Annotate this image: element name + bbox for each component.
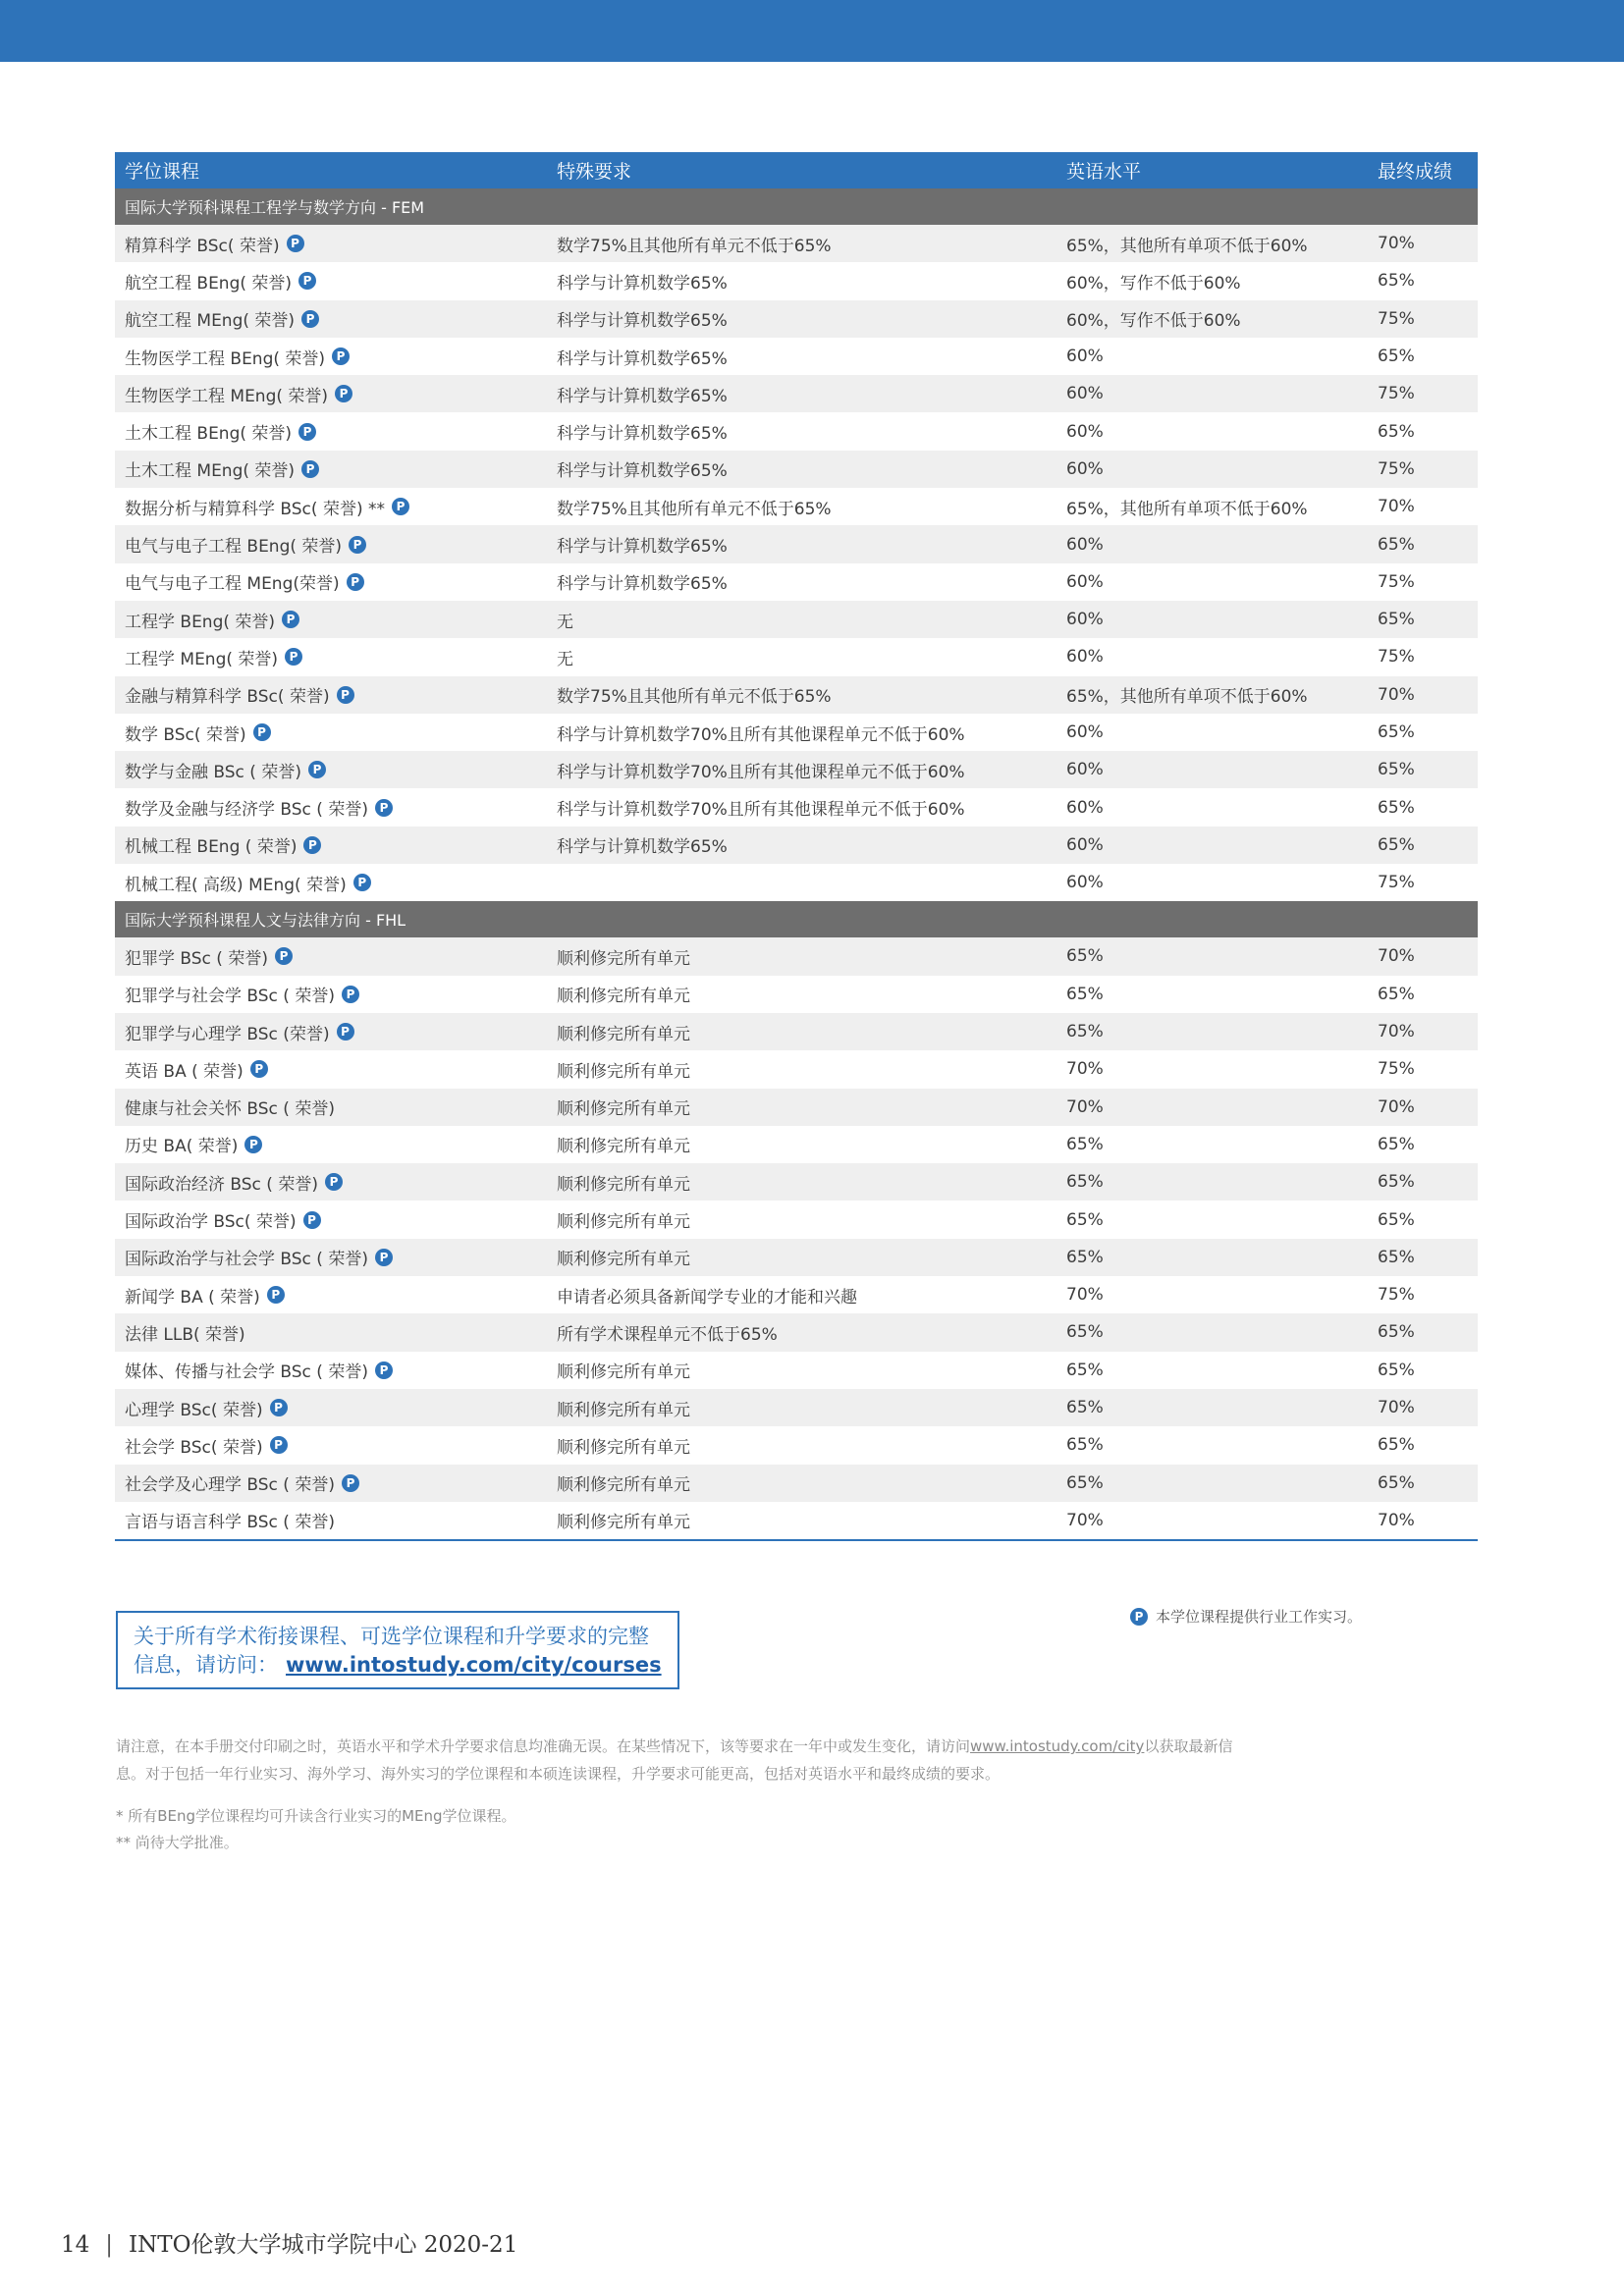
table-row bbox=[115, 1465, 1478, 1502]
final-grade-cell: 70% bbox=[1378, 1510, 1415, 1530]
course-name: 社会学 BSc( 荣誉) bbox=[125, 1437, 263, 1458]
placement-p-icon: P bbox=[298, 423, 316, 441]
special-requirement-cell: 数学75%且其他所有单元不低于65% bbox=[557, 499, 832, 519]
placement-p-icon: P bbox=[308, 761, 326, 778]
course-name: 土木工程 MEng( 荣誉) bbox=[125, 461, 296, 482]
course-cell bbox=[115, 1057, 551, 1082]
footnote-two-star: ** 尚待大学批准。 bbox=[116, 1834, 239, 1851]
table-row bbox=[115, 1426, 1478, 1464]
table-row bbox=[115, 976, 1478, 1013]
final-grade-cell: 65% bbox=[1378, 421, 1415, 442]
footer-separator: | bbox=[105, 2232, 114, 2258]
final-grade-cell: 65% bbox=[1378, 1209, 1415, 1230]
special-requirement-cell: 顺利修完所有单元 bbox=[557, 948, 690, 969]
course-cell bbox=[115, 1358, 551, 1382]
english-level-cell: 70% bbox=[1066, 1510, 1104, 1530]
table-row bbox=[115, 1201, 1478, 1238]
special-requirement-cell: 顺利修完所有单元 bbox=[557, 1174, 690, 1195]
course-cell bbox=[115, 1470, 551, 1495]
final-grade-cell: 65% bbox=[1378, 722, 1415, 742]
english-level-cell: 60%，写作不低于60% bbox=[1066, 273, 1241, 294]
table-row bbox=[115, 751, 1478, 788]
course-name: 国际政治学 BSc( 荣誉) bbox=[125, 1212, 297, 1233]
placement-p-icon: P bbox=[325, 1173, 343, 1191]
final-grade-cell: 65% bbox=[1378, 534, 1415, 555]
course-name: 航空工程 BEng( 荣誉) bbox=[125, 273, 293, 294]
table-row bbox=[115, 338, 1478, 375]
course-cell bbox=[115, 345, 551, 369]
final-grade-cell: 70% bbox=[1378, 1096, 1415, 1117]
special-requirement-cell: 顺利修完所有单元 bbox=[557, 1061, 690, 1082]
table-row bbox=[115, 1013, 1478, 1050]
placement-p-icon: P bbox=[250, 1060, 268, 1078]
course-name: 数学及金融与经济学 BSc ( 荣誉) bbox=[125, 800, 368, 821]
special-requirement-cell: 顺利修完所有单元 bbox=[557, 1475, 690, 1496]
disclaimer-note bbox=[116, 1733, 1235, 1788]
table-row bbox=[115, 1126, 1478, 1163]
special-requirement-cell: 科学与计算机数学65% bbox=[557, 311, 728, 332]
final-grade-cell: 65% bbox=[1378, 834, 1415, 855]
final-grade-cell: 70% bbox=[1378, 946, 1415, 967]
english-level-cell: 65% bbox=[1066, 1172, 1104, 1193]
final-grade-cell: 70% bbox=[1378, 497, 1415, 517]
placement-p-icon: P bbox=[253, 723, 271, 741]
english-level-cell: 60% bbox=[1066, 421, 1104, 442]
placement-p-icon: P bbox=[298, 272, 316, 290]
english-level-cell: 65% bbox=[1066, 946, 1104, 967]
table-row bbox=[115, 864, 1478, 901]
special-requirement-cell: 顺利修完所有单元 bbox=[557, 1024, 690, 1044]
course-cell bbox=[115, 569, 551, 594]
course-name: 工程学 MEng( 荣誉) bbox=[125, 649, 279, 669]
table-row bbox=[115, 300, 1478, 338]
table-header bbox=[115, 152, 1478, 188]
placement-p-icon: P bbox=[285, 648, 302, 666]
course-name: 精算科学 BSc( 荣誉) bbox=[125, 236, 280, 256]
final-grade-cell: 75% bbox=[1378, 647, 1415, 667]
english-level-cell: 65% bbox=[1066, 1022, 1104, 1042]
placement-p-icon: P bbox=[353, 874, 371, 891]
course-cell bbox=[115, 1020, 551, 1044]
placement-p-icon: P bbox=[337, 1023, 354, 1041]
course-name: 数学与金融 BSc ( 荣誉) bbox=[125, 762, 301, 782]
course-cell bbox=[115, 382, 551, 406]
placement-p-icon: P bbox=[287, 235, 304, 252]
table-row bbox=[115, 488, 1478, 525]
english-level-cell: 65% bbox=[1066, 1247, 1104, 1267]
placement-p-icon: P bbox=[282, 611, 299, 628]
english-level-cell: 65% bbox=[1066, 1360, 1104, 1380]
table-row bbox=[115, 827, 1478, 864]
course-name: 新闻学 BA ( 荣誉) bbox=[125, 1287, 260, 1308]
course-cell bbox=[115, 645, 551, 669]
final-grade-cell: 65% bbox=[1378, 1134, 1415, 1154]
special-requirement-cell: 科学与计算机数学65% bbox=[557, 574, 728, 595]
placement-p-icon: P bbox=[375, 1362, 393, 1379]
table-row bbox=[115, 1352, 1478, 1389]
special-requirement-cell: 顺利修完所有单元 bbox=[557, 1250, 690, 1270]
final-grade-cell: 75% bbox=[1378, 571, 1415, 592]
special-requirement-cell: 顺利修完所有单元 bbox=[557, 1513, 690, 1533]
english-level-cell: 60% bbox=[1066, 722, 1104, 742]
final-grade-cell: 65% bbox=[1378, 797, 1415, 818]
course-cell bbox=[115, 795, 551, 820]
course-cell bbox=[115, 608, 551, 632]
table-row bbox=[115, 525, 1478, 562]
placement-p-icon: P bbox=[303, 836, 321, 854]
course-name: 英语 BA ( 荣誉) bbox=[125, 1061, 244, 1082]
final-grade-cell: 75% bbox=[1378, 1059, 1415, 1080]
course-cell bbox=[115, 944, 551, 969]
placement-p-icon: P bbox=[375, 1249, 393, 1266]
section-header: 国际大学预科课程人文与法律方向 - FHL bbox=[115, 901, 1478, 937]
header-final: 最终成绩 bbox=[1378, 161, 1453, 183]
special-requirement-cell: 科学与计算机数学65% bbox=[557, 348, 728, 369]
course-name: 金融与精算科学 BSc( 荣誉) bbox=[125, 687, 330, 708]
placement-p-icon: P bbox=[301, 310, 319, 328]
table-row bbox=[115, 1502, 1478, 1539]
final-grade-cell: 65% bbox=[1378, 271, 1415, 292]
final-grade-cell: 70% bbox=[1378, 684, 1415, 705]
final-grade-cell: 75% bbox=[1378, 458, 1415, 479]
placement-p-icon: P bbox=[270, 1436, 288, 1454]
special-requirement-cell: 数学75%且其他所有单元不低于65% bbox=[557, 687, 832, 708]
placement-p-icon: P bbox=[275, 947, 293, 965]
final-grade-cell: 65% bbox=[1378, 347, 1415, 367]
course-cell bbox=[115, 1433, 551, 1458]
english-level-cell: 65% bbox=[1066, 1435, 1104, 1456]
legend-text: 本学位课程提供行业工作实习。 bbox=[1156, 1608, 1363, 1626]
english-level-cell: 60% bbox=[1066, 834, 1104, 855]
course-cell bbox=[115, 871, 551, 895]
course-name: 电气与电子工程 BEng( 荣誉) bbox=[125, 537, 343, 558]
table-row bbox=[115, 937, 1478, 975]
special-requirement-cell: 顺利修完所有单元 bbox=[557, 1137, 690, 1157]
table-row bbox=[115, 262, 1478, 299]
english-level-cell: 60% bbox=[1066, 347, 1104, 367]
course-name: 犯罪学 BSc ( 荣誉) bbox=[125, 948, 268, 969]
course-cell bbox=[115, 232, 551, 256]
course-name: 数据分析与精算科学 BSc( 荣誉) ** bbox=[125, 499, 385, 519]
table-row bbox=[115, 1239, 1478, 1276]
english-level-cell: 60% bbox=[1066, 534, 1104, 555]
footer-title: INTO伦敦大学城市学院中心 2020-21 bbox=[129, 2232, 518, 2258]
placement-p-icon: P bbox=[375, 799, 393, 817]
final-grade-cell: 65% bbox=[1378, 1247, 1415, 1267]
course-cell bbox=[115, 269, 551, 294]
course-name: 国际政治学与社会学 BSc ( 荣誉) bbox=[125, 1250, 368, 1270]
course-name: 法律 LLB( 荣誉) bbox=[125, 1324, 245, 1345]
english-level-cell: 60% bbox=[1066, 647, 1104, 667]
special-requirement-cell: 科学与计算机数学65% bbox=[557, 837, 728, 858]
course-name: 健康与社会关怀 BSc ( 荣誉) bbox=[125, 1099, 335, 1120]
table-row bbox=[115, 1089, 1478, 1126]
course-name: 数学 BSc( 荣誉) bbox=[125, 724, 246, 745]
header-english: 英语水平 bbox=[1066, 161, 1142, 183]
final-grade-cell: 65% bbox=[1378, 1435, 1415, 1456]
special-requirement-cell: 顺利修完所有单元 bbox=[557, 1400, 690, 1420]
special-requirement-cell: 顺利修完所有单元 bbox=[557, 1212, 690, 1233]
table-row bbox=[115, 1313, 1478, 1351]
table-row bbox=[115, 563, 1478, 601]
course-cell bbox=[115, 306, 551, 331]
english-level-cell: 65% bbox=[1066, 1398, 1104, 1418]
table-row bbox=[115, 676, 1478, 714]
page-number: 14 bbox=[61, 2232, 90, 2258]
special-requirement-cell: 无 bbox=[557, 649, 573, 669]
course-cell bbox=[115, 982, 551, 1006]
placement-p-icon: P bbox=[301, 460, 319, 478]
english-level-cell: 60% bbox=[1066, 571, 1104, 592]
requirements-table bbox=[115, 152, 1478, 1541]
info-box bbox=[116, 1611, 679, 1689]
placement-p-icon: P bbox=[267, 1286, 285, 1304]
course-name: 心理学 BSc( 荣誉) bbox=[125, 1400, 263, 1420]
final-grade-cell: 65% bbox=[1378, 1172, 1415, 1193]
special-requirement-cell: 科学与计算机数学65% bbox=[557, 424, 728, 445]
course-cell bbox=[115, 1245, 551, 1269]
special-requirement-cell: 数学75%且其他所有单元不低于65% bbox=[557, 236, 832, 256]
special-requirement-cell: 科学与计算机数学70%且所有其他课程单元不低于60% bbox=[557, 724, 965, 745]
courses-link[interactable]: www.intostudy.com/city/courses bbox=[286, 1653, 662, 1677]
footnote-one-star: * 所有BEng学位课程均可升读含行业实习的MEng学位课程。 bbox=[116, 1807, 516, 1825]
course-cell bbox=[115, 1095, 551, 1119]
special-requirement-cell: 顺利修完所有单元 bbox=[557, 1437, 690, 1458]
header-course: 学位课程 bbox=[125, 161, 200, 183]
english-level-cell: 60%，写作不低于60% bbox=[1066, 311, 1241, 332]
course-name: 国际政治经济 BSc ( 荣誉) bbox=[125, 1174, 318, 1195]
placement-p-icon: P bbox=[347, 573, 364, 591]
english-level-cell: 70% bbox=[1066, 1059, 1104, 1080]
special-requirement-cell: 所有学术课程单元不低于65% bbox=[557, 1324, 778, 1345]
table-row bbox=[115, 638, 1478, 675]
special-requirement-cell: 顺利修完所有单元 bbox=[557, 1362, 690, 1383]
footnotes bbox=[116, 1803, 516, 1856]
top-color-bar bbox=[0, 0, 1624, 62]
table-row bbox=[115, 412, 1478, 450]
note-text-1: 请注意，在本手册交付印刷之时，英语水平和学术升学要求信息均准确无误。在某些情况下，该等要求在一年中或发生变化，请访问 bbox=[116, 1737, 971, 1755]
special-requirement-cell: 科学与计算机数学70%且所有其他课程单元不低于60% bbox=[557, 800, 965, 821]
course-cell bbox=[115, 682, 551, 707]
placement-p-icon: P bbox=[392, 498, 409, 515]
final-grade-cell: 65% bbox=[1378, 1360, 1415, 1380]
placement-p-icon: P bbox=[349, 536, 366, 554]
placement-p-icon: P bbox=[337, 686, 354, 704]
table-row bbox=[115, 1276, 1478, 1313]
course-cell bbox=[115, 721, 551, 745]
special-requirement-cell: 科学与计算机数学65% bbox=[557, 461, 728, 482]
table-row bbox=[115, 788, 1478, 826]
english-level-cell: 65% bbox=[1066, 984, 1104, 1004]
table-row bbox=[115, 225, 1478, 262]
table-row bbox=[115, 375, 1478, 412]
course-name: 犯罪学与社会学 BSc ( 荣誉) bbox=[125, 987, 335, 1007]
course-name: 机械工程( 高级) MEng( 荣誉) bbox=[125, 875, 347, 895]
table-row bbox=[115, 601, 1478, 638]
english-level-cell: 60% bbox=[1066, 610, 1104, 630]
course-cell bbox=[115, 1508, 551, 1532]
course-name: 历史 BA( 荣誉) bbox=[125, 1137, 239, 1157]
english-level-cell: 70% bbox=[1066, 1285, 1104, 1306]
placement-p-icon: P bbox=[335, 385, 352, 402]
english-level-cell: 65% bbox=[1066, 1134, 1104, 1154]
placement-p-icon: P bbox=[1130, 1608, 1148, 1626]
english-level-cell: 60% bbox=[1066, 873, 1104, 893]
table-row bbox=[115, 1050, 1478, 1088]
placement-p-icon: P bbox=[332, 347, 350, 365]
course-name: 生物医学工程 BEng( 荣誉) bbox=[125, 348, 326, 369]
course-cell bbox=[115, 1283, 551, 1308]
final-grade-cell: 75% bbox=[1378, 1285, 1415, 1306]
final-grade-cell: 70% bbox=[1378, 1022, 1415, 1042]
course-cell bbox=[115, 1320, 551, 1345]
course-cell bbox=[115, 495, 551, 519]
final-grade-cell: 75% bbox=[1378, 384, 1415, 404]
course-name: 社会学及心理学 BSc ( 荣誉) bbox=[125, 1475, 335, 1496]
course-name: 言语与语言科学 BSc ( 荣誉) bbox=[125, 1513, 335, 1533]
final-grade-cell: 70% bbox=[1378, 1398, 1415, 1418]
course-name: 航空工程 MEng( 荣誉) bbox=[125, 311, 296, 332]
final-grade-cell: 75% bbox=[1378, 308, 1415, 329]
placement-p-icon: P bbox=[303, 1211, 321, 1229]
course-name: 电气与电子工程 MEng(荣誉) bbox=[125, 574, 340, 595]
final-grade-cell: 65% bbox=[1378, 760, 1415, 780]
course-name: 生物医学工程 MEng( 荣誉) bbox=[125, 386, 329, 406]
english-level-cell: 65% bbox=[1066, 1322, 1104, 1343]
english-level-cell: 65% bbox=[1066, 1209, 1104, 1230]
course-cell bbox=[115, 1132, 551, 1156]
english-level-cell: 65%，其他所有单项不低于60% bbox=[1066, 687, 1308, 708]
table-row bbox=[115, 1389, 1478, 1426]
special-requirement-cell: 科学与计算机数学65% bbox=[557, 386, 728, 406]
english-level-cell: 65%，其他所有单项不低于60% bbox=[1066, 499, 1308, 519]
section-header: 国际大学预科课程工程学与数学方向 - FEM bbox=[115, 188, 1478, 225]
course-cell bbox=[115, 532, 551, 557]
english-level-cell: 60% bbox=[1066, 760, 1104, 780]
course-cell bbox=[115, 1207, 551, 1232]
final-grade-cell: 65% bbox=[1378, 1472, 1415, 1493]
special-requirement-cell: 科学与计算机数学65% bbox=[557, 537, 728, 558]
final-grade-cell: 65% bbox=[1378, 984, 1415, 1004]
note-text-2: 以获取最新信息。对于包括一年行业实习、海外学习、海外实习的学位课程和本硕连读课程，升学要求可能更高，包括对英语水平和最终成绩的要求。 bbox=[116, 1737, 1233, 1783]
placement-p-icon: P bbox=[342, 1474, 359, 1492]
course-name: 机械工程 BEng ( 荣誉) bbox=[125, 837, 298, 858]
course-name: 土木工程 BEng( 荣誉) bbox=[125, 424, 293, 445]
english-level-cell: 60% bbox=[1066, 458, 1104, 479]
table-row bbox=[115, 1163, 1478, 1201]
table-row bbox=[115, 714, 1478, 751]
course-cell bbox=[115, 832, 551, 857]
final-grade-cell: 70% bbox=[1378, 234, 1415, 254]
page-footer bbox=[61, 2226, 517, 2259]
special-requirement-cell: 科学与计算机数学70%且所有其他课程单元不低于60% bbox=[557, 762, 965, 782]
course-cell bbox=[115, 1396, 551, 1420]
placement-p-icon: P bbox=[342, 986, 359, 1003]
table-row bbox=[115, 451, 1478, 488]
course-name: 媒体、传播与社会学 BSc ( 荣誉) bbox=[125, 1362, 368, 1383]
special-requirement-cell: 顺利修完所有单元 bbox=[557, 987, 690, 1007]
english-level-cell: 60% bbox=[1066, 797, 1104, 818]
info-box-text: 关于所有学术衔接课程、可选学位课程和升学要求的完整信息，请访问： bbox=[134, 1625, 649, 1677]
course-cell bbox=[115, 1170, 551, 1195]
course-name: 工程学 BEng( 荣誉) bbox=[125, 612, 276, 632]
header-special: 特殊要求 bbox=[557, 161, 632, 183]
final-grade-cell: 75% bbox=[1378, 873, 1415, 893]
special-requirement-cell: 申请者必须具备新闻学专业的才能和兴趣 bbox=[557, 1287, 857, 1308]
legend bbox=[1130, 1606, 1362, 1627]
course-cell bbox=[115, 456, 551, 481]
english-level-cell: 70% bbox=[1066, 1096, 1104, 1117]
english-level-cell: 65% bbox=[1066, 1472, 1104, 1493]
special-requirement-cell: 科学与计算机数学65% bbox=[557, 273, 728, 294]
placement-p-icon: P bbox=[270, 1399, 288, 1416]
special-requirement-cell: 无 bbox=[557, 612, 573, 632]
special-requirement-cell: 顺利修完所有单元 bbox=[557, 1099, 690, 1120]
english-level-cell: 65%，其他所有单项不低于60% bbox=[1066, 236, 1308, 256]
english-level-cell: 60% bbox=[1066, 384, 1104, 404]
placement-p-icon: P bbox=[244, 1136, 262, 1153]
course-name: 犯罪学与心理学 BSc (荣誉) bbox=[125, 1024, 330, 1044]
final-grade-cell: 65% bbox=[1378, 610, 1415, 630]
course-cell bbox=[115, 419, 551, 444]
intostudy-link[interactable]: www.intostudy.com/city bbox=[970, 1737, 1145, 1755]
course-cell bbox=[115, 758, 551, 782]
final-grade-cell: 65% bbox=[1378, 1322, 1415, 1343]
